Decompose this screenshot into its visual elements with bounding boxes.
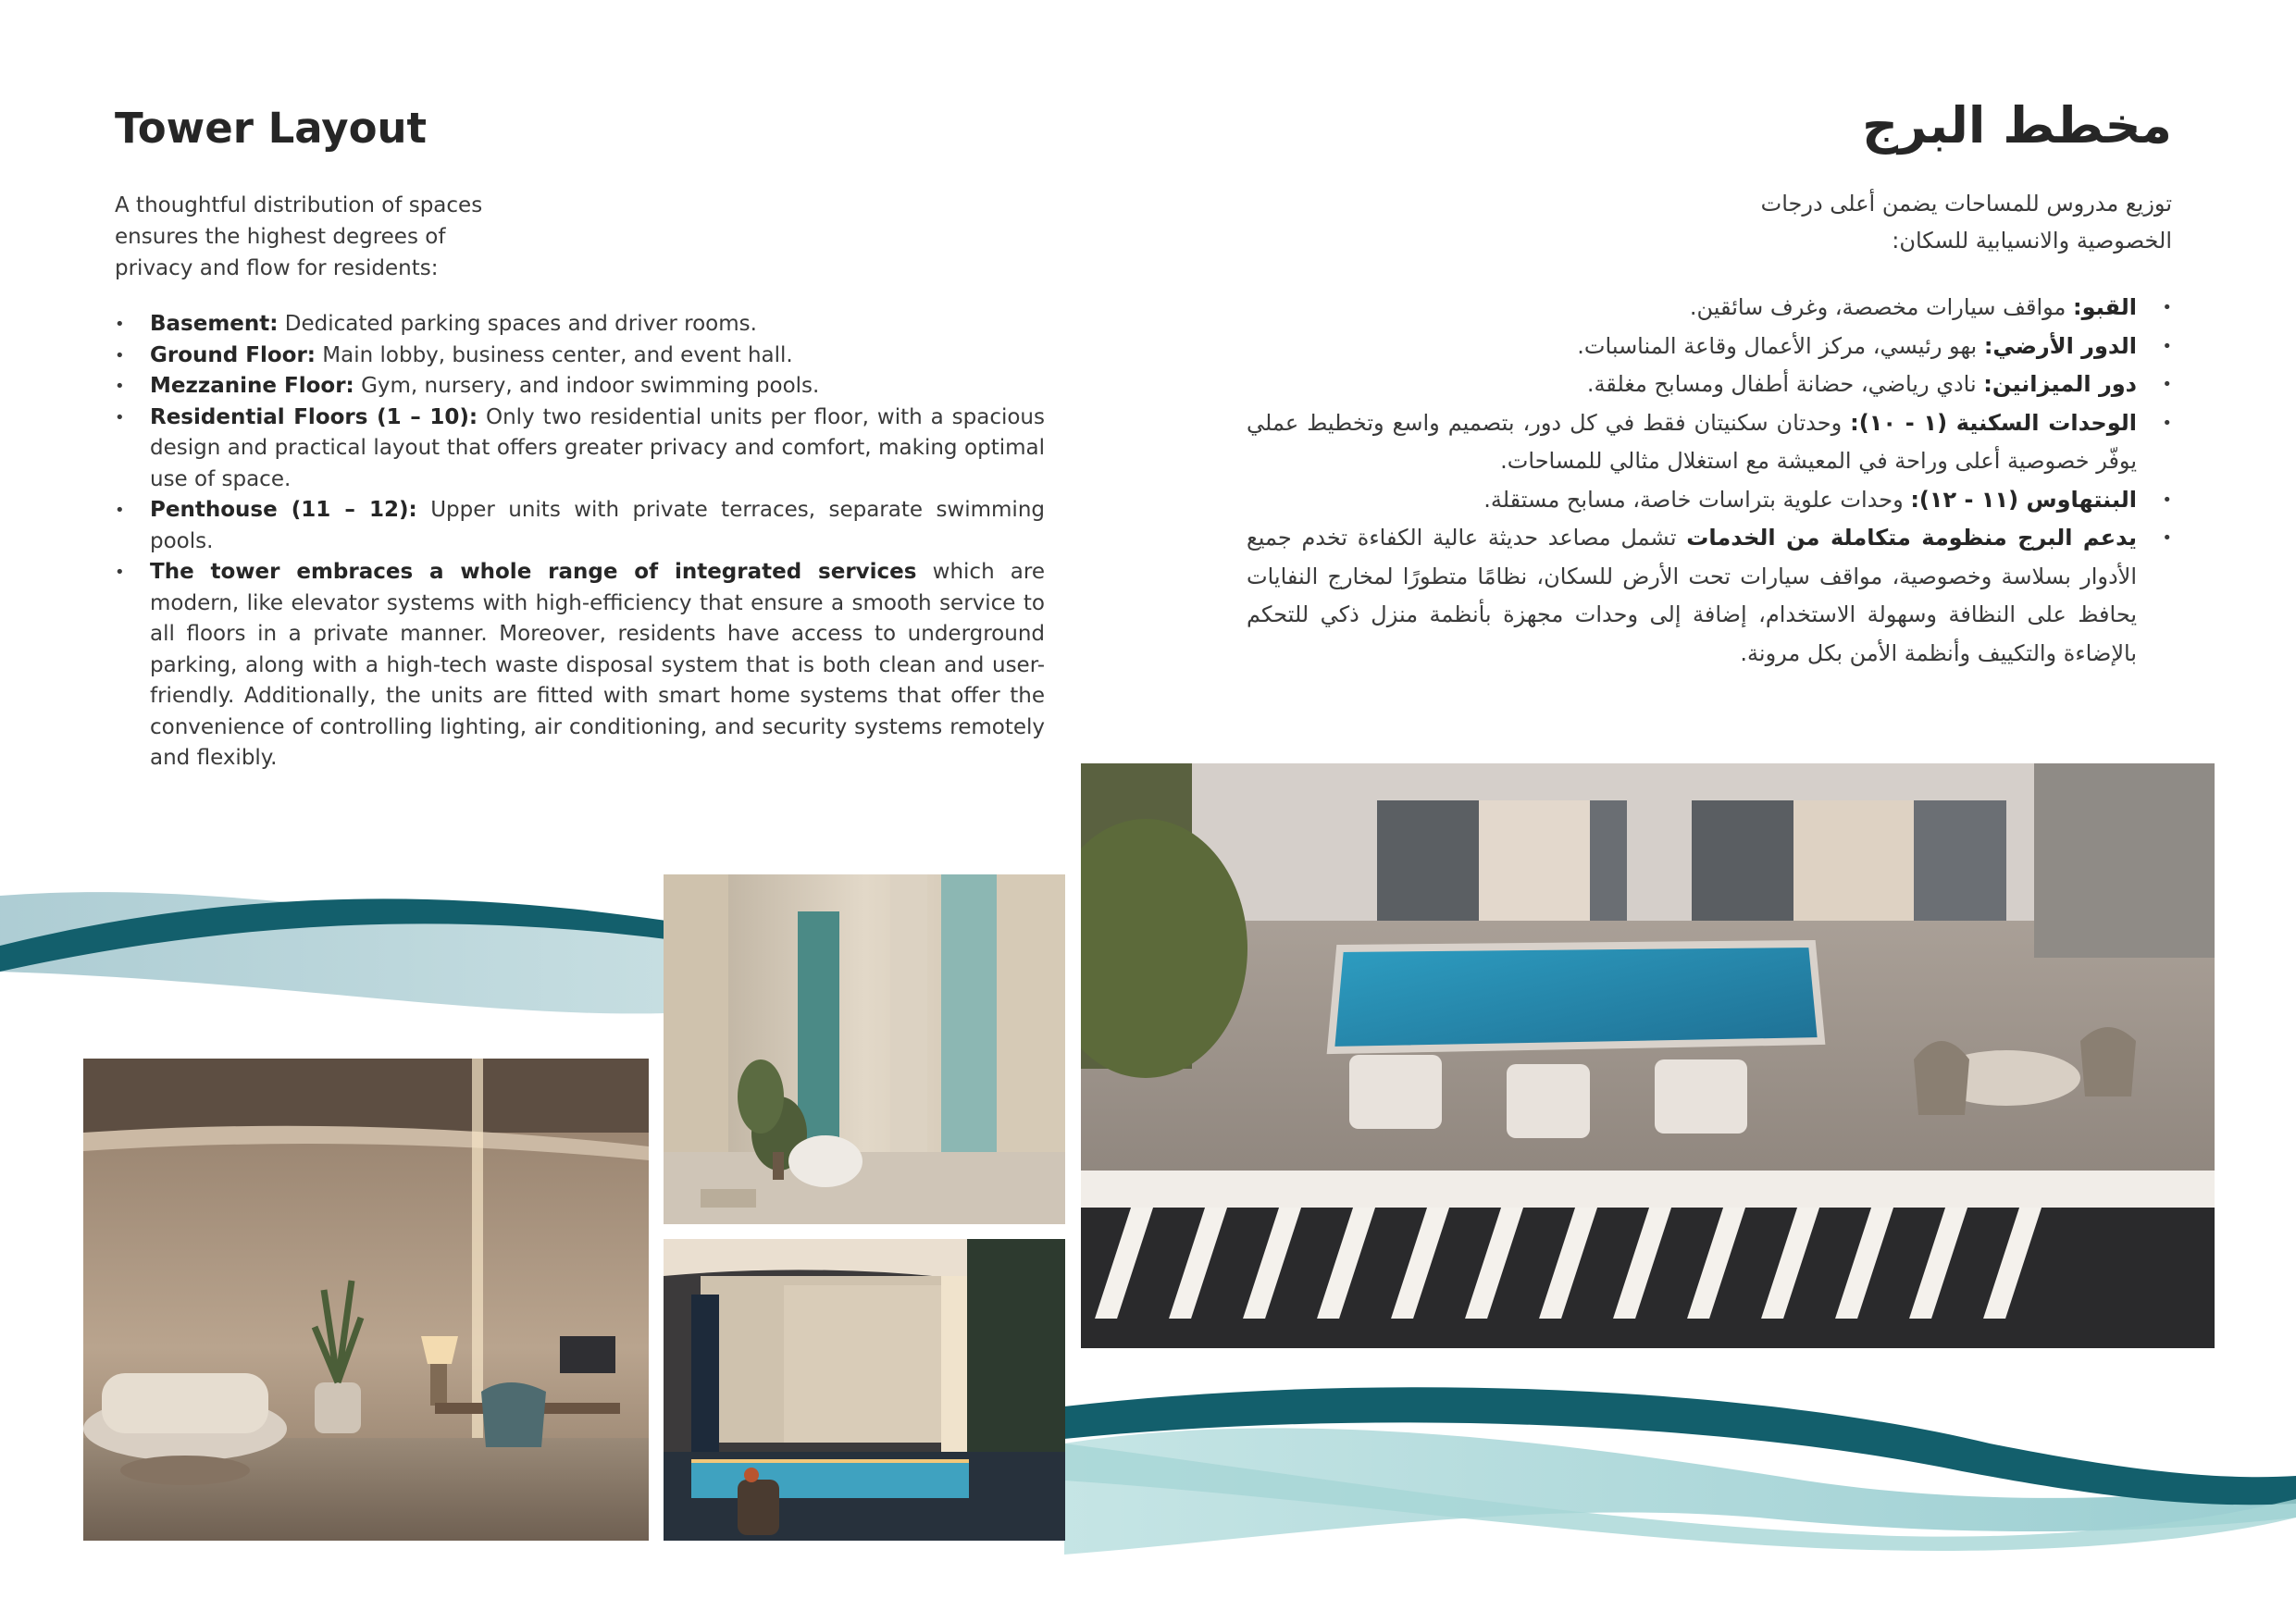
list-item	[115, 341, 1045, 372]
item-label: الوحدات السكنية (١ - ١٠):	[1850, 409, 2138, 436]
item-label: Ground Floor:	[150, 342, 316, 367]
list-item	[115, 371, 1045, 403]
photo-lobby	[664, 874, 1065, 1224]
item-label: البنتهاوس (١١ - ١٢):	[1910, 486, 2137, 513]
item-text: بهو رئيسي، مركز الأعمال وقاعة المناسبات.	[1577, 332, 1984, 359]
item-text: تشمل مصاعد حديثة عالية الكفاءة تخدم جميع الأدوار بسلاسة وخصوصية، مواقف سيارات تحت الأرض للسكان، نظامًا متطورًا لمخارج النفايات يحافظ على النظافة وسهولة الاستخدام، إضافة إلى وحدات مجهزة بأنظمة منزل ذكي للتحكم بالإضاءة والتكييف وأنظمة الأمن بكل مرونة.	[1247, 525, 2137, 666]
item-label: Residential Floors (1 – 10):	[150, 404, 478, 429]
item-text: Gym, nursery, and indoor swimming pools.	[354, 374, 820, 398]
ar-page-title: مخطط البرج	[1862, 96, 2172, 155]
item-text: Only two residential units per floor, with a spacious design and practical layout that offers greater privacy and comfort, making optimal use of space.	[150, 404, 1045, 491]
item-label: The tower embraces a whole range of integrated services	[150, 560, 917, 584]
item-text: Main lobby, business center, and event hall.	[315, 342, 793, 367]
list-item	[1247, 481, 2172, 520]
photo-terrace-pool	[1081, 763, 2215, 1348]
list-item	[115, 495, 1045, 557]
item-text: which are modern, like elevator systems with high-efficiency that ensure a smooth service to all floors in a private manner. Moreover, residents have access to underground parking, along with a high-tech waste disposal system that is both clean and user-friendly. Additionally, the units are fitted with smart home systems that offer the convenience of controlling lighting, air conditioning, and security systems remotely and flexibly.	[150, 560, 1045, 770]
list-item	[1247, 519, 2172, 673]
item-text: Dedicated parking spaces and driver rooms.	[278, 312, 757, 336]
item-label: Penthouse (11 – 12):	[150, 498, 417, 522]
photo-indoor-pool	[664, 1239, 1065, 1541]
item-label: دور الميزانين:	[1983, 371, 2137, 397]
list-item	[115, 557, 1045, 774]
photo-lounge	[83, 1059, 649, 1541]
list-item	[115, 309, 1045, 341]
list-item	[1247, 328, 2172, 366]
list-item	[1247, 404, 2172, 481]
list-item	[1247, 365, 2172, 404]
ar-intro: توزيع مدروس للمساحات يضمن أعلى درجات الخصوصية والانسيابية للسكان:	[1760, 191, 2172, 254]
list-item	[1247, 289, 2172, 328]
item-label: Mezzanine Floor:	[150, 374, 354, 398]
item-label: يدعم البرج منظومة متكاملة من الخدمات	[1686, 525, 2137, 551]
item-text: مواقف سيارات مخصصة، وغرف سائقين.	[1689, 294, 2074, 320]
item-label: القبو:	[2073, 294, 2137, 320]
item-label: الدور الأرضي:	[1983, 332, 2137, 359]
list-item	[115, 403, 1045, 496]
item-label: Basement:	[150, 312, 279, 336]
ar-feature-list	[1247, 289, 2172, 673]
item-text: نادي رياضي، حضانة أطفال ومسابح مغلقة.	[1586, 371, 1984, 397]
item-text: وحدات علوية بتراسات خاصة، مسابح مستقلة.	[1483, 486, 1911, 513]
item-text: Upper units with private terraces, separate swimming pools.	[150, 498, 1045, 553]
item-text: وحدتان سكنيتان فقط في كل دور، بتصميم واسع وتخطيط عملي يوفّر خصوصية أعلى وراحة في المعيشة مع استغلال مثالي للمساحات.	[1247, 409, 2137, 474]
en-feature-list	[115, 309, 1045, 774]
en-intro: A thoughtful distribution of spaces ensures the highest degrees of privacy and flow for residents:	[115, 193, 483, 280]
en-page-title: Tower Layout	[115, 104, 428, 153]
